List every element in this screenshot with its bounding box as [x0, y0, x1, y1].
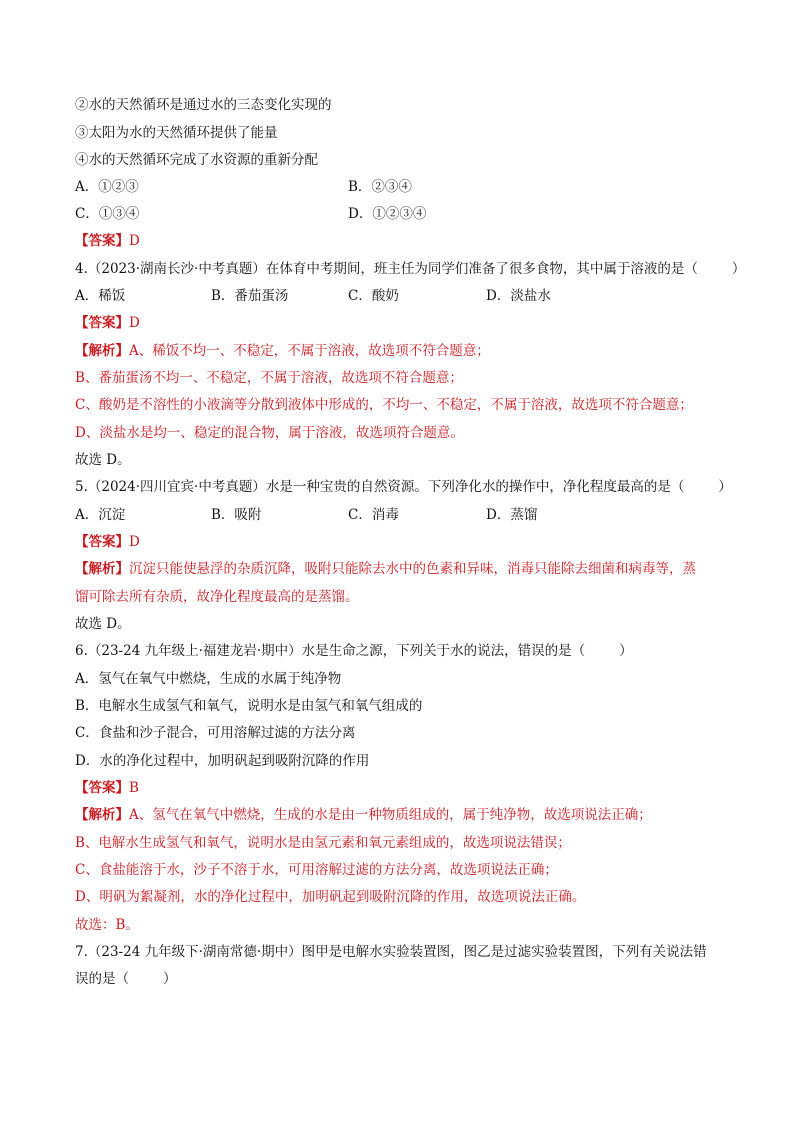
q6-option-a: A．氢气在氧气中燃烧，生成的水属于纯净物	[75, 671, 342, 687]
q3-statement-2: ②水的天然循环是通过水的三态变化实现的	[75, 97, 332, 113]
analysis-text: 沉淀只能使悬浮的杂质沉降，吸附只能除去水中的色素和异味，消毒只能除去细菌和病毒等，蒸	[129, 561, 696, 577]
q6-stem-end: ）	[619, 643, 633, 659]
q4-option-c: C．酸奶	[348, 288, 399, 304]
answer-tag: 【答案】	[75, 233, 129, 249]
q5-analysis-1	[75, 560, 696, 578]
q3-option-c: C．①③④	[75, 206, 140, 222]
q7-stem-end: ）	[163, 971, 177, 987]
answer-value: D	[129, 233, 140, 249]
q4-option-a: A．稀饭	[75, 288, 126, 304]
analysis-text: A、稀饭不均一、不稳定，不属于溶液，故选项不符合题意；	[129, 343, 490, 359]
q6-conclusion: 故选：B。	[75, 917, 139, 933]
q7-stem-line-2	[75, 970, 177, 988]
q3-option-a: A．①②③	[75, 179, 139, 195]
q3-statement-3: ③太阳为水的天然循环提供了能量	[75, 125, 278, 141]
q7-stem-line-1: 7.（23-24 九年级下·湖南常德·期中）图甲是电解水实验装置图，图乙是过滤实验装置图，下列有关说法错	[75, 944, 707, 960]
q5-option-c: C．消毒	[348, 507, 399, 523]
q3-answer	[75, 232, 140, 250]
answer-tag: 【答案】	[75, 534, 129, 550]
q4-stem	[75, 260, 745, 278]
q4-answer	[75, 314, 140, 332]
q5-option-a: A．沉淀	[75, 507, 126, 523]
analysis-tag: 【解析】	[75, 343, 129, 359]
q5-analysis-2: 馏可除去所有杂质，故净化程度最高的是蒸馏。	[75, 589, 359, 605]
q4-stem-end: ）	[731, 261, 746, 277]
q4-option-d: D．淡盐水	[486, 288, 551, 304]
q5-stem-text: 5.（2024·四川宜宾·中考真题）水是一种宝贵的自然资源。下列净化水的操作中，净化程度最高的是（	[75, 479, 685, 495]
answer-value: B	[129, 780, 139, 796]
q7-stem-text: 误的是（	[75, 971, 129, 987]
q4-option-b: B．番茄蛋汤	[211, 288, 289, 304]
q4-analysis-4: D、淡盐水是均一、稳定的混合物，属于溶液，故选项符合题意。	[75, 425, 464, 441]
q6-analysis-1	[75, 806, 652, 824]
q6-option-c: C．食盐和沙子混合，可用溶解过滤的方法分离	[75, 725, 356, 741]
q5-answer	[75, 533, 140, 551]
analysis-text: A、氢气在氧气中燃烧，生成的水是由一种物质组成的，属于纯净物，故选项说法正确；	[129, 807, 652, 823]
q6-stem	[75, 642, 633, 660]
q5-option-b: B．吸附	[211, 507, 262, 523]
q3-option-d: D．①②③④	[348, 206, 427, 222]
q4-conclusion: 故选 D。	[75, 452, 131, 468]
q6-option-b: B．电解水生成氢气和氧气，说明水是由氢气和氧气组成的	[75, 698, 423, 714]
q3-option-b: B．②③④	[348, 179, 412, 195]
q4-stem-text: 4.（2023·湖南长沙·中考真题）在体育中考期间，班主任为同学们准备了很多食物，其中属于溶液的是（	[75, 261, 698, 277]
q3-statement-4: ④水的天然循环完成了水资源的重新分配	[75, 152, 318, 168]
q5-conclusion: 故选 D。	[75, 616, 131, 632]
analysis-tag: 【解析】	[75, 561, 129, 577]
q6-option-d: D．水的净化过程中，加明矾起到吸附沉降的作用	[75, 753, 370, 769]
q6-analysis-4: D、明矾为絮凝剂，水的净化过程中，加明矾起到吸附沉降的作用，故选项说法正确。	[75, 889, 586, 905]
q6-analysis-2: B、电解水生成氢气和氧气，说明水是由氢元素和氧元素组成的，故选项说法错误；	[75, 835, 571, 851]
answer-tag: 【答案】	[75, 780, 129, 796]
answer-tag: 【答案】	[75, 315, 129, 331]
q6-analysis-3: C、食盐能溶于水，沙子不溶于水，可用溶解过滤的方法分离，故选项说法正确；	[75, 862, 558, 878]
answer-value: D	[129, 315, 140, 331]
answer-value: D	[129, 534, 140, 550]
q6-stem-text: 6.（23-24 九年级上·福建龙岩·期中）水是生命之源，下列关于水的说法，错误的是（	[75, 643, 586, 659]
q5-option-d: D．蒸馏	[486, 507, 538, 523]
q5-stem-end: ）	[718, 479, 732, 495]
q5-stem	[75, 478, 732, 496]
q4-analysis-2: B、番茄蛋汤不均一、不稳定，不属于溶液，故选项不符合题意；	[75, 370, 463, 386]
q4-analysis-1	[75, 342, 490, 360]
analysis-tag: 【解析】	[75, 807, 129, 823]
q6-answer	[75, 779, 139, 797]
q4-analysis-3: C、酸奶是不溶性的小液滴等分散到液体中形成的，不均一、不稳定，不属于溶液，故选项不符合题意；	[75, 397, 693, 413]
